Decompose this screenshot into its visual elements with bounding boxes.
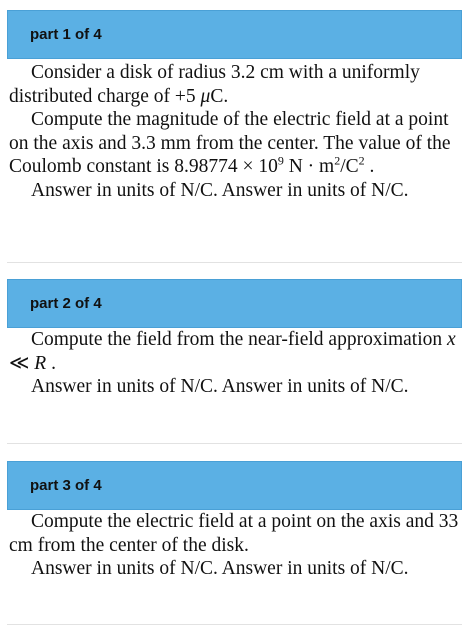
part-1-answer-units: Answer in units of N/C. Answer in units of N/C.	[31, 179, 409, 201]
part-3-title: part 3 of 4	[30, 477, 102, 494]
part-1-paragraph-1: Consider a disk of radius 3.2 cm with a uniformly distributed charge of +5 μC.	[9, 62, 420, 107]
part-1-question	[7, 59, 462, 202]
part-2-question	[7, 328, 462, 399]
part-1-title: part 1 of 4	[30, 26, 102, 43]
divider	[7, 443, 462, 444]
part-3-answer-units: Answer in units of N/C. Answer in units of N/C.	[31, 558, 409, 579]
part-3-section	[7, 461, 462, 581]
part-1-paragraph-2: Compute the magnitude of the electric field at a point on the axis and 3.3 mm from the center. The value of the Coulomb constant is $8.98774 \times 10^9$ $N \cdot m^2/C^2$ .	[9, 109, 451, 177]
part-1-section	[7, 10, 462, 202]
part-3-header	[7, 461, 462, 510]
part-2-paragraph: Compute the field from the near-field approximation x ≪ R .	[9, 329, 456, 374]
part-2-section	[7, 279, 462, 399]
divider	[7, 624, 462, 625]
part-2-title: part 2 of 4	[30, 295, 102, 312]
part-2-header	[7, 279, 462, 328]
part-1-header	[7, 10, 462, 59]
part-2-answer-units: Answer in units of N/C. Answer in units of N/C.	[31, 376, 409, 397]
part-3-paragraph: Compute the electric field at a point on the axis and 33 cm from the center of the disk.	[9, 511, 459, 556]
divider	[7, 262, 462, 263]
part-3-question	[7, 510, 462, 581]
